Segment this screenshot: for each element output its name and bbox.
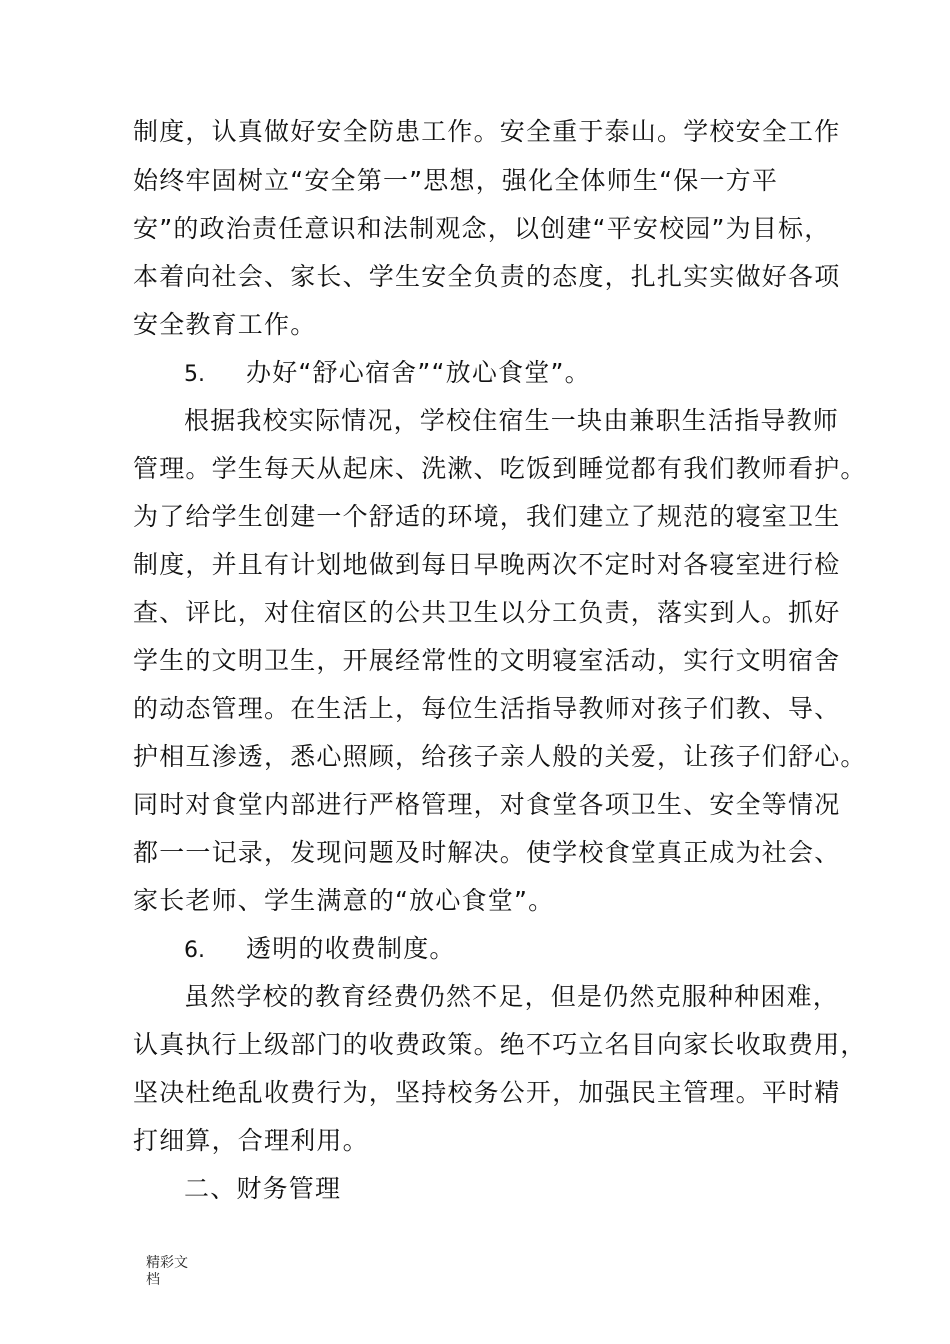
- paragraph-line: 始终牢固树立“安全第一”思想，强化全体师生“保一方平: [133, 166, 779, 195]
- footer-line-2: 档: [146, 1272, 160, 1288]
- paragraph-line: 根据我校实际情况，学校住宿生一块由兼职生活指导教师: [184, 406, 840, 435]
- paragraph-line: 制度，认真做好安全防患工作。安全重于泰山。学校安全工作: [133, 117, 841, 146]
- paragraph-line: 虽然学校的教育经费仍然不足，但是仍然克服种种困难，: [184, 982, 840, 1011]
- paragraph-line: 护相互渗透，悉心照顾，给孩子亲人般的关爱，让孩子们舒心。: [133, 742, 867, 771]
- page-footer: [146, 1255, 206, 1289]
- item-6-heading: [184, 934, 456, 964]
- footer-line-1: 精彩文: [146, 1255, 188, 1271]
- paragraph-line: 安全教育工作。: [133, 310, 317, 339]
- paragraph-line: 坚决杜绝乱收费行为，坚持校务公开，加强民主管理。平时精: [133, 1078, 841, 1107]
- paragraph-line: 的动态管理。在生活上，每位生活指导教师对孩子们教、导、: [133, 694, 841, 723]
- paragraph-line: 查、评比，对住宿区的公共卫生以分工负责，落实到人。抓好: [133, 598, 841, 627]
- paragraph-line: 为了给学生创建一个舒适的环境，我们建立了规范的寝室卫生: [133, 502, 841, 531]
- paragraph-line: 认真执行上级部门的收费政策。绝不巧立名目向家长收取费用，: [133, 1030, 867, 1059]
- paragraph-line: 安”的政治责任意识和法制观念，以创建“平安校园”为目标，: [133, 214, 831, 243]
- item-5-heading: [184, 358, 591, 388]
- item-6-number: 6.: [184, 938, 205, 963]
- paragraph-line: 制度，并且有计划地做到每日早晚两次不定时对各寝室进行检: [133, 550, 841, 579]
- item-5-title: 办好“舒心宿舍”“放心食堂”。: [246, 358, 591, 387]
- item-5-number: 5.: [184, 362, 205, 387]
- paragraph-line: 都一一记录，发现问题及时解决。使学校食堂真正成为社会、: [133, 838, 841, 867]
- paragraph-line: 学生的文明卫生，开展经常性的文明寝室活动，实行文明宿舍: [133, 646, 841, 675]
- paragraph-line: 同时对食堂内部进行严格管理，对食堂各项卫生、安全等情况: [133, 790, 841, 819]
- paragraph-line: 本着向社会、家长、学生安全负责的态度，扎扎实实做好各项: [133, 262, 841, 291]
- section-2-heading: 二、财务管理: [184, 1174, 342, 1203]
- item-6-title: 透明的收费制度。: [246, 934, 456, 963]
- paragraph-line: 打细算，合理利用。: [133, 1126, 369, 1155]
- paragraph-line: 管理。学生每天从起床、洗漱、吃饭到睡觉都有我们教师看护。: [133, 454, 867, 483]
- paragraph-line: 家长老师、学生满意的“放心食堂”。: [133, 886, 555, 915]
